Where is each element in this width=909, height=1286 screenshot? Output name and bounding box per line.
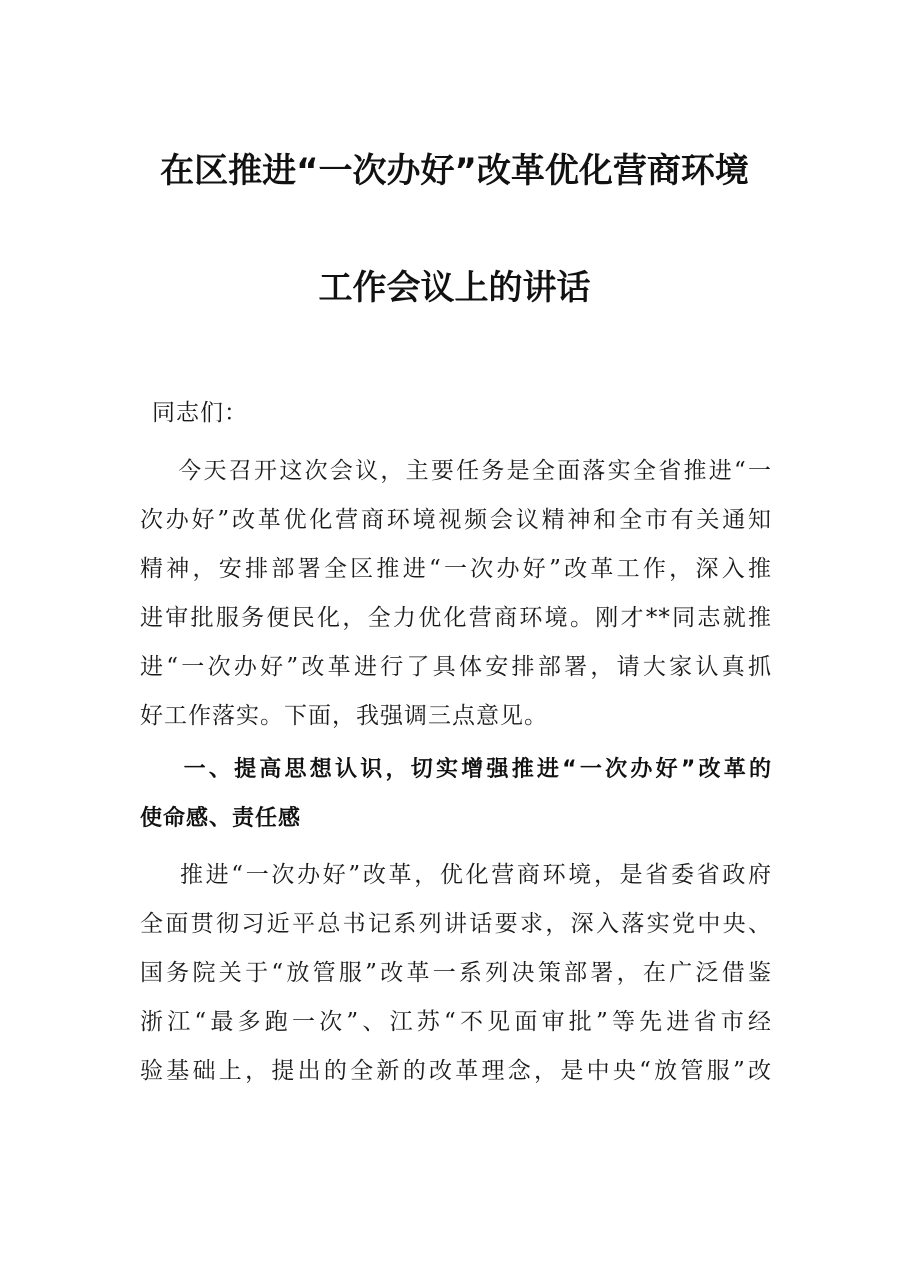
paragraph-line: 精神，安排部署全区推进“一次办好”改革工作，深入推 xyxy=(140,556,772,582)
paragraph-line: 验基础上，提出的全新的改革理念，是中央“放管服”改 xyxy=(140,1058,772,1084)
heading-line: 使命感、责任感 xyxy=(140,806,302,831)
document-title-line-2: 工作会议上的讲话 xyxy=(318,268,591,308)
heading-line: 一、提高思想认识，切实增强推进“一次办好”改革的 xyxy=(140,757,772,782)
paragraph-line: 国务院关于“放管服”改革一系列决策部署，在广泛借鉴 xyxy=(140,960,772,986)
paragraph-line: 推进“一次办好”改革，优化营商环境，是省委省政府 xyxy=(140,862,772,888)
paragraph-line: 全面贯彻习近平总书记系列讲话要求，深入落实党中央、 xyxy=(140,911,772,937)
greeting-text: 同志们： xyxy=(152,400,248,426)
paragraph-line: 进审批服务便民化，全力优化营商环境。刚才**同志就推 xyxy=(140,605,772,631)
section-heading-1 xyxy=(140,745,772,843)
paragraph-line: 进“一次办好”改革进行了具体安排部署，请大家认真抓 xyxy=(140,654,772,680)
greeting xyxy=(152,389,784,438)
paragraph-line: 次办好”改革优化营商环境视频会议精神和全市有关通知 xyxy=(140,507,772,533)
paragraph-1 xyxy=(140,447,772,741)
paragraph-line: 今天召开这次会议，主要任务是全面落实全省推进“一 xyxy=(140,458,772,484)
paragraph-line: 浙江“最多跑一次”、江苏“不见面审批”等先进省市经 xyxy=(140,1009,772,1035)
document-title-line-1: 在区推进“一次办好”改革优化营商环境 xyxy=(160,151,749,191)
paragraph-line: 好工作落实。下面，我强调三点意见。 xyxy=(140,703,548,729)
paragraph-2 xyxy=(140,851,772,1096)
